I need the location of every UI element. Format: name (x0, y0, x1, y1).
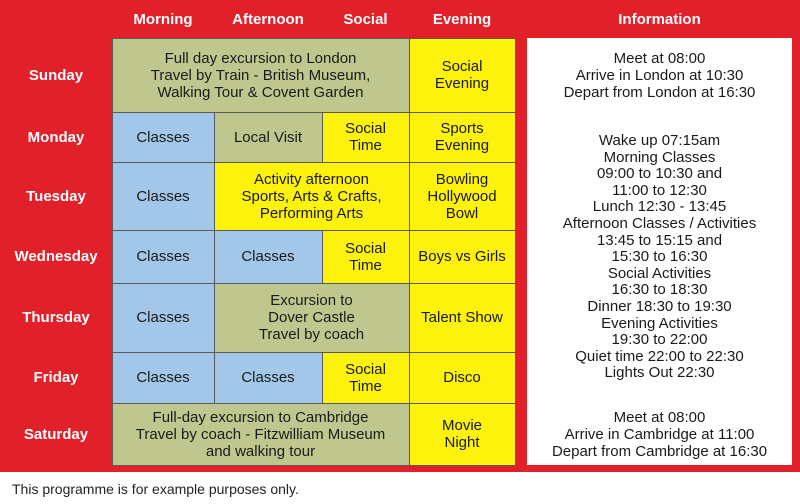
grid-line (112, 403, 515, 404)
grid-line (112, 283, 515, 284)
wednesday-afternoon: Classes (214, 230, 322, 283)
wednesday-evening: Boys vs Girls (409, 230, 515, 283)
header-evening: Evening (432, 10, 492, 28)
monday-evening: Sports Evening (409, 112, 515, 162)
day-saturday: Saturday (23, 425, 89, 443)
day-tuesday: Tuesday (26, 187, 86, 205)
friday-social: Social Time (322, 352, 409, 403)
friday-afternoon: Classes (214, 352, 322, 403)
header-morning: Morning (133, 10, 193, 28)
sunday-evening: Social Evening (409, 38, 515, 112)
grid-line (112, 38, 113, 465)
tuesday-afternoon: Activity afternoon Sports, Arts & Crafts, Performing Arts (214, 162, 409, 230)
grid-line (214, 162, 215, 230)
monday-social: Social Time (322, 112, 409, 162)
day-friday: Friday (33, 369, 79, 386)
wednesday-social: Social Time (322, 230, 409, 283)
header-information: Information (618, 10, 701, 28)
thursday-morning: Classes (112, 283, 214, 352)
grid-line (214, 230, 215, 403)
friday-morning: Classes (112, 352, 214, 403)
bottom-border (112, 465, 800, 472)
grid-line (112, 112, 515, 113)
grid-line (409, 38, 410, 465)
grid-line (112, 465, 515, 466)
footnote: This programme is for example purposes only. (12, 481, 299, 497)
day-thursday: Thursday (22, 309, 90, 326)
saturday-excursion: Full-day excursion to Cambridge Travel by coach - Fitzwilliam Museum and walking tour (112, 403, 409, 465)
sunday-info: Meet at 08:00 Arrive in London at 10:30 Depart from London at 16:30 (527, 38, 792, 112)
monday-afternoon: Local Visit (214, 112, 322, 162)
thursday-afternoon: Excursion to Dover Castle Travel by coach (214, 283, 409, 352)
weekday-info: Wake up 07:15am Morning Classes 09:00 to 10:30 and 11:00 to 12:30 Lunch 12:30 - 13:45 Afternoon Classes / Activities 13:45 to 15:15 and 15:30 to 16:30 Social Activities 16:30 to 18:30 Dinner 18:30 to 19:30 Evening Activities 19:30 to 22:00 Quiet time 22:00 to 22:30 Lights Out 22:30 (527, 112, 792, 403)
wednesday-morning: Classes (112, 230, 214, 283)
monday-morning: Classes (112, 112, 214, 162)
tuesday-morning: Classes (112, 162, 214, 230)
grid-line (322, 112, 323, 162)
grid-line (515, 38, 516, 465)
grid-line (112, 230, 515, 231)
grid-line (112, 162, 515, 163)
tuesday-evening: Bowling Hollywood Bowl (409, 162, 515, 230)
grid-line (322, 230, 323, 283)
day-monday: Monday (27, 128, 85, 146)
header-social: Social (343, 10, 388, 28)
thursday-evening: Talent Show (409, 283, 515, 352)
saturday-info: Meet at 08:00 Arrive in Cambridge at 11:00 Depart from Cambridge at 16:30 (527, 403, 792, 465)
saturday-evening: Movie Night (409, 403, 515, 465)
grid-line (112, 38, 515, 39)
grid-line (112, 352, 515, 353)
sunday-excursion: Full day excursion to London Travel by Train - British Museum, Walking Tour & Covent Garden (112, 38, 409, 112)
day-wednesday: Wednesday (14, 248, 98, 265)
info-separator-bg (515, 38, 527, 472)
grid-line (214, 112, 215, 162)
friday-evening: Disco (409, 352, 515, 403)
right-border (792, 38, 800, 472)
day-sunday: Sunday (28, 66, 84, 84)
grid-line (322, 352, 323, 403)
header-afternoon: Afternoon (232, 10, 304, 28)
